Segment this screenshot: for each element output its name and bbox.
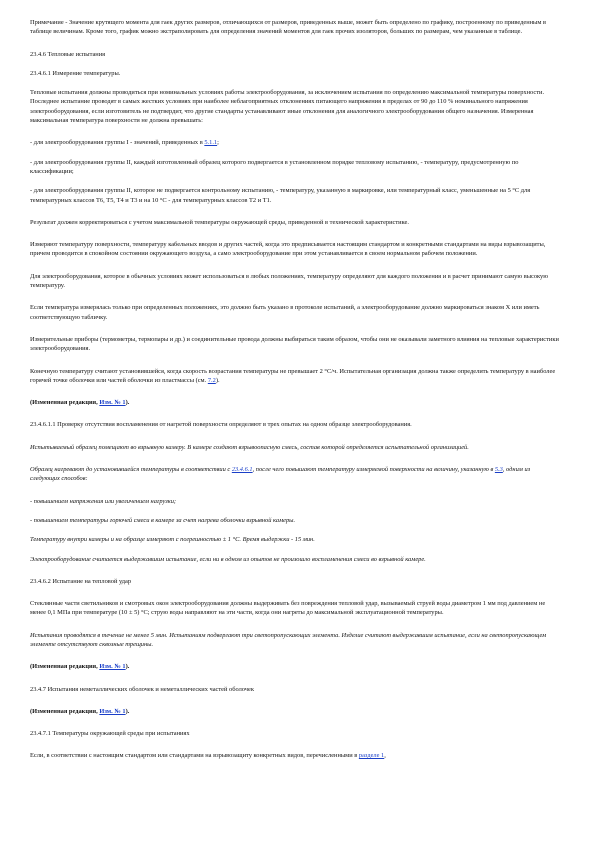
paragraph-text: ;	[217, 139, 219, 147]
paragraph-text: ).	[125, 707, 130, 715]
paragraph-p-glass	[30, 599, 560, 618]
paragraph-p-23-4-6-2	[30, 577, 560, 586]
paragraph-p-mixture	[30, 516, 560, 525]
paragraph-text: Испытания проводятся в течение не менее 5 мин. Испытаниям подвергают три светопропускающих элемента. Изделие считают выдержавшим испытание, если на светопропускающем элементе отсутствуют сквозные трещины.	[30, 631, 547, 648]
paragraph-p-instruments	[30, 335, 560, 354]
paragraph-text: , после чего повышают температуру измеряемой поверхности на величину, указанную в	[252, 466, 495, 474]
paragraph-h-23-4-6-1	[30, 69, 560, 78]
paragraph-p-passed	[30, 555, 560, 564]
paragraph-p-thermal-conditions	[30, 88, 560, 125]
cross-reference-link[interactable]: Изм. № 1	[99, 663, 126, 671]
paragraph-text: ,	[384, 752, 386, 760]
paragraph-p-group-2b	[30, 186, 560, 205]
paragraph-p-temp-chamber	[30, 535, 560, 544]
paragraph-text: Результат должен корректироваться с учетом максимальной температуры окружающей среды, приведенной в технической характеристике.	[30, 218, 409, 226]
document-page	[30, 18, 560, 774]
cross-reference-link[interactable]: 5.3	[494, 466, 503, 474]
cross-reference-link[interactable]: 23.4.6.1	[231, 466, 253, 474]
paragraph-text: , одним из следующих способов:	[30, 466, 531, 483]
paragraph-text: - для электрооборудования группы II, которое не подвергается контрольному испытанию, - температуру, указанную в маркировке, или температурный класс, уменьшенные на 5 °С для температурных классов Т6, Т5, Т4 и Т3 и на 10 °С - для температурных классов Т2 и Т1.	[30, 187, 531, 204]
paragraph-text: Тепловые испытания должны проводиться при номинальных условиях работы электрооборудования, за исключением испытания по определению максимальной температуры поверхности. Последнее испытание проводят в самых жестких условиях при наиболее неблагоприятных отклонениях питающего напряжения в пределах от 90 до 110 % номинального напряжения электрооборудования, если изготовитель не подтвердит, что другие стандарты устанавливают иные отклонения для аналогичного электрооборудования общего назначения. Измеренная максимальная температура поверхности не должна превышать:	[30, 89, 545, 125]
cross-reference-link[interactable]: 5.1.1	[204, 139, 218, 147]
paragraph-p-23-4-7-1	[30, 729, 560, 738]
paragraph-text: 23.4.6.2 Испытание на тепловой удар	[30, 577, 132, 585]
cross-reference-link[interactable]: 7.2	[207, 376, 216, 384]
paragraph-p-protocol	[30, 303, 560, 322]
paragraph-text: Если, в соответствии с настоящим стандартом или стандартами на взрывозащиту конкретных видов, перечисленными в	[30, 752, 359, 760]
paragraph-text: Электрооборудование считается выдержавшим испытание, если ни в одном из опытов не произошло воспламенения смеси во взрывной камере.	[30, 555, 426, 563]
paragraph-text: Температуру внутри камеры и на образце измеряют с погрешностью ± 1 °С. Время выдержки - 15 мин.	[30, 536, 315, 544]
paragraph-p-group-2a	[30, 158, 560, 177]
paragraph-text: 23.4.6.1.1 Проверку отсутствия воспламенения от нагретой поверхности определяют в трех опытах на одном образце электрооборудования.	[30, 421, 412, 429]
paragraph-note	[30, 18, 560, 37]
paragraph-p-amend-2	[30, 662, 560, 671]
paragraph-text: 23.4.6 Тепловые испытания	[30, 50, 106, 58]
paragraph-text: ).	[125, 663, 130, 671]
paragraph-text: 23.4.7 Испытания неметаллических оболочек и неметаллических частей оболочек	[30, 685, 254, 693]
paragraph-p-positions	[30, 272, 560, 291]
cross-reference-link[interactable]: Изм. № 1	[99, 707, 126, 715]
paragraph-text: (Измененная редакция,	[30, 399, 100, 407]
paragraph-text: Конечную температуру считают установившейся, когда скорость возрастания температуры не превышает 2 °С/ч. Испытательная организация должна также определить температуру в наиболее горячей точке оболочки или частей оболочки из пластмассы (см.	[30, 367, 556, 384]
paragraph-text: 23.4.7.1 Температуры окружающей среды при испытаниях	[30, 730, 190, 738]
paragraph-text: Для электрооборудования, которое в обычных условиях может использоваться в любых положениях, температуру определяют для каждого положения и в расчет принимают самую высокую температуру.	[30, 272, 549, 290]
paragraph-text: - повышением напряжения или увеличением нагрузки;	[30, 497, 177, 505]
paragraph-text: ).	[125, 399, 130, 407]
paragraph-p-amend-3	[30, 707, 560, 716]
paragraph-text: Испытываемый образец помещают во взрывную камеру. В камере создают взрывоопасную смесь, состав которой определяется испытательной организацией.	[30, 443, 469, 451]
cross-reference-link[interactable]: разделе 1	[358, 752, 385, 760]
paragraph-p-23-4-6-1-1	[30, 420, 560, 429]
paragraph-text: Измеряют температуру поверхности, температуру кабельных вводов и других частей, когда это предписывается настоящим стандартом и конкретными стандартами на виды взрывозащиты, причем проводится в спокойном состоянии окружающего воздуха, а само электрооборудование при этом устанавливается в своем нормальном рабочем положении.	[30, 241, 546, 258]
paragraph-text: Примечание - Значение крутящего момента для гаек других размеров, отличающихся от размеров, приведенных выше, может быть определено по графику, построенному по приведенным в таблице величинам. Кроме того, график можно экстраполировать для определения значений моментов для гаек прочих изоляторов, больших по размерам, чем указанные в таблице.	[30, 19, 547, 36]
paragraph-p-chamber	[30, 443, 560, 452]
paragraph-text: 23.4.6.1 Измерение температуры.	[30, 69, 121, 77]
paragraph-p-23-4-7	[30, 685, 560, 694]
paragraph-text: Измерительные приборы (термометры, термопары и др.) и соединительные провода должны выбираться таким образом, чтобы они не оказывали заметного влияния на тепловые характеристики электрооборудования.	[30, 335, 559, 353]
paragraph-p-amend-1	[30, 398, 560, 407]
paragraph-text: Если температура измерялась только при определенных положениях, это должно быть указано в протоколе испытаний, а электрооборудование должно маркироваться знаком X или иметь соответствующую табличку.	[30, 304, 540, 321]
paragraph-p-group-1	[30, 138, 560, 147]
paragraph-p-final-temp	[30, 367, 560, 386]
paragraph-text: - для электрооборудования группы II, каждый изготовленный образец которого подвергается в установленном порядке тепловому испытанию, - температуру, предусмотренную по классификации;	[30, 158, 519, 175]
paragraph-text: Образец нагревают до установившейся температуры в соответствии с	[30, 466, 232, 474]
paragraph-p-result	[30, 218, 560, 227]
paragraph-text: ).	[215, 376, 220, 384]
paragraph-text: (Измененная редакция,	[30, 707, 100, 715]
paragraph-p-heated	[30, 465, 560, 484]
paragraph-p-voltage	[30, 497, 560, 506]
paragraph-p-surface	[30, 240, 560, 259]
paragraph-text: - повышением температуры горючей смеси в камере за счет нагрева оболочки взрывной камеры.	[30, 516, 296, 524]
paragraph-text: (Измененная редакция,	[30, 663, 100, 671]
paragraph-text: - для электрооборудования группы I - значений, приведенных в	[30, 139, 205, 147]
cross-reference-link[interactable]: Изм. № 1	[99, 399, 126, 407]
paragraph-text: Стеклянные части светильников и смотровых окон электрооборудования должны выдерживать без повреждения тепловой удар, вызываемый струей воды диаметром 1 мм под давлением не менее 0,1 МПа при температуре (10 ± 5) °С; струю воды направляют на эти части, когда они нагреты до максимальной эксплуатационной температуры.	[30, 600, 546, 617]
paragraph-p-lamps	[30, 631, 560, 650]
paragraph-h-23-4-6	[30, 50, 560, 59]
paragraph-p-last	[30, 751, 560, 760]
